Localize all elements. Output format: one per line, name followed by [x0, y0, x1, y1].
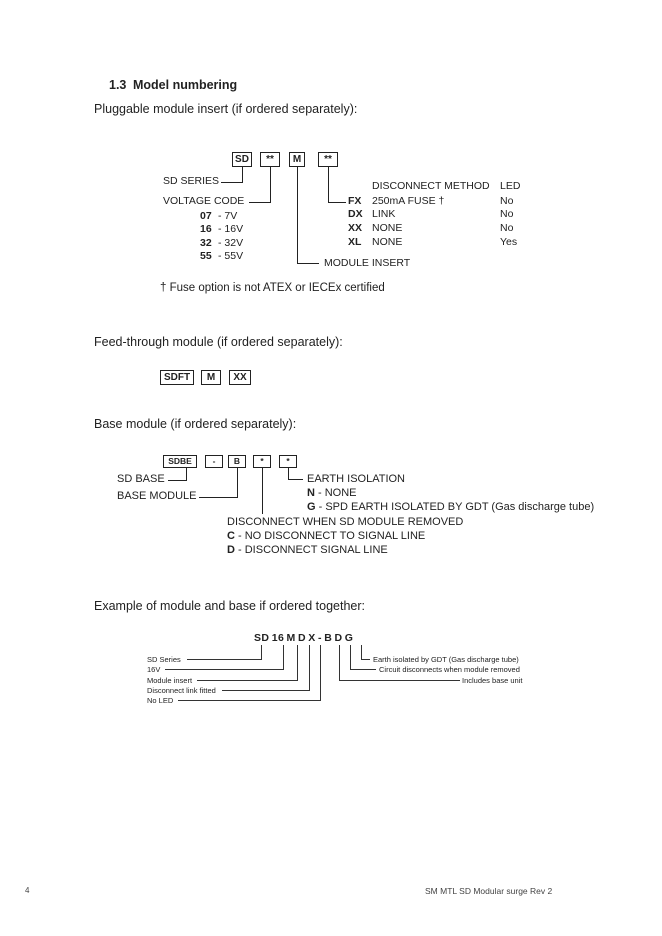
- connector-line: [328, 202, 346, 203]
- feedthrough-heading: Feed-through module (if ordered separately):: [94, 335, 343, 349]
- pluggable-heading: Pluggable module insert (if ordered separately):: [94, 102, 358, 116]
- code-box-option: **: [318, 152, 338, 167]
- leader-line: [165, 669, 284, 670]
- connector-line: [168, 480, 187, 481]
- option-code: XX: [348, 222, 363, 234]
- led-header: LED: [500, 180, 521, 192]
- section-title: Model numbering: [133, 78, 238, 92]
- leader-line: [197, 680, 298, 681]
- earth-isolation-title: EARTH ISOLATION: [307, 473, 406, 485]
- voltage-value: - 55V: [218, 250, 244, 262]
- earth-option-text: - SPD EARTH ISOLATED BY GDT (Gas discharge tube): [315, 501, 595, 513]
- voltage-code: 16: [200, 223, 212, 235]
- code-box-sdft: SDFT: [160, 370, 194, 385]
- option-led: No: [500, 222, 514, 234]
- example-label: Earth isolated by GDT (Gas discharge tube): [373, 655, 519, 664]
- section-number: 1.3: [109, 78, 127, 92]
- leader-line: [309, 645, 310, 691]
- leader-line: [222, 690, 310, 691]
- leader-line: [297, 645, 298, 681]
- voltage-code: 32: [200, 237, 212, 249]
- option-method: NONE: [372, 222, 403, 234]
- connector-line: [242, 167, 243, 183]
- connector-line: [328, 167, 329, 203]
- earth-option: [307, 501, 594, 513]
- connector-line: [249, 202, 271, 203]
- leader-line: [361, 659, 370, 660]
- connector-line: [297, 167, 298, 264]
- voltage-value: - 16V: [218, 223, 244, 235]
- code-box-m: M: [201, 370, 221, 385]
- option-led: No: [500, 195, 514, 207]
- code-box-b: B: [228, 455, 246, 468]
- disconnect-option-code: D: [227, 544, 235, 556]
- leader-line: [361, 645, 362, 660]
- example-label: Includes base unit: [462, 676, 523, 685]
- example-heading: Example of module and base if ordered together:: [94, 599, 366, 613]
- leader-line: [339, 680, 460, 681]
- leader-line: [261, 645, 262, 660]
- option-code: DX: [348, 208, 363, 220]
- code-box-dash: -: [205, 455, 223, 468]
- option-code: XL: [348, 236, 362, 248]
- code-box-sd: SD: [232, 152, 252, 167]
- voltage-value: - 7V: [218, 210, 238, 222]
- document-footer: SM MTL SD Modular surge Rev 2: [425, 886, 553, 896]
- leader-line: [187, 659, 262, 660]
- connector-line: [270, 167, 271, 203]
- voltage-code: 55: [200, 250, 212, 262]
- footnote: † Fuse option is not ATEX or IECEx certified: [160, 282, 385, 294]
- base-heading: Base module (if ordered separately):: [94, 417, 297, 431]
- base-module-label: BASE MODULE: [117, 490, 197, 502]
- disconnect-option-text: - NO DISCONNECT TO SIGNAL LINE: [234, 530, 426, 542]
- option-led: No: [500, 208, 514, 220]
- leader-line: [320, 645, 321, 701]
- leader-line: [178, 700, 321, 701]
- option-led: Yes: [500, 236, 518, 248]
- module-insert-label: MODULE INSERT: [324, 257, 411, 269]
- sd-series-label: SD SERIES: [163, 175, 220, 187]
- option-method: LINK: [372, 208, 396, 220]
- disconnect-option: [227, 530, 425, 542]
- code-box-sdbe: SDBE: [163, 455, 197, 468]
- option-method: NONE: [372, 236, 403, 248]
- leader-line: [339, 645, 340, 681]
- page-number: 4: [25, 886, 30, 895]
- code-box-voltage: **: [260, 152, 280, 167]
- connector-line: [221, 182, 243, 183]
- code-box-module: M: [289, 152, 305, 167]
- example-label: SD Series: [147, 655, 181, 664]
- leader-line: [283, 645, 284, 670]
- example-code: SD 16 M D X - B D G: [254, 632, 354, 644]
- earth-option-code: G: [307, 501, 316, 513]
- code-box-xx: XX: [229, 370, 251, 385]
- earth-option-text: - NONE: [314, 487, 357, 499]
- voltage-value: - 32V: [218, 237, 244, 249]
- example-label: No LED: [147, 696, 174, 705]
- connector-line: [297, 263, 319, 264]
- example-label: Disconnect link fitted: [147, 686, 216, 695]
- option-code: FX: [348, 195, 362, 207]
- connector-line: [199, 497, 238, 498]
- leader-line: [350, 669, 376, 670]
- disconnect-method-header: DISCONNECT METHOD: [372, 180, 490, 192]
- voltage-code-label: VOLTAGE CODE: [163, 195, 245, 207]
- example-label: Circuit disconnects when module removed: [379, 665, 520, 674]
- disconnect-title: DISCONNECT WHEN SD MODULE REMOVED: [227, 516, 464, 528]
- example-label: Module insert: [147, 676, 193, 685]
- connector-line: [262, 468, 263, 514]
- connector-line: [288, 479, 303, 480]
- earth-option-code: N: [307, 487, 315, 499]
- leader-line: [350, 645, 351, 670]
- disconnect-option-text: - DISCONNECT SIGNAL LINE: [234, 544, 388, 556]
- connector-line: [237, 468, 238, 498]
- sd-base-label: SD BASE: [117, 473, 165, 485]
- earth-option: [307, 487, 357, 499]
- option-method: 250mA FUSE †: [372, 195, 445, 207]
- code-box-earth: *: [279, 455, 297, 468]
- example-label: 16V: [147, 665, 161, 674]
- voltage-code: 07: [200, 210, 212, 222]
- disconnect-option: [227, 544, 388, 556]
- code-box-disconnect: *: [253, 455, 271, 468]
- disconnect-option-code: C: [227, 530, 235, 542]
